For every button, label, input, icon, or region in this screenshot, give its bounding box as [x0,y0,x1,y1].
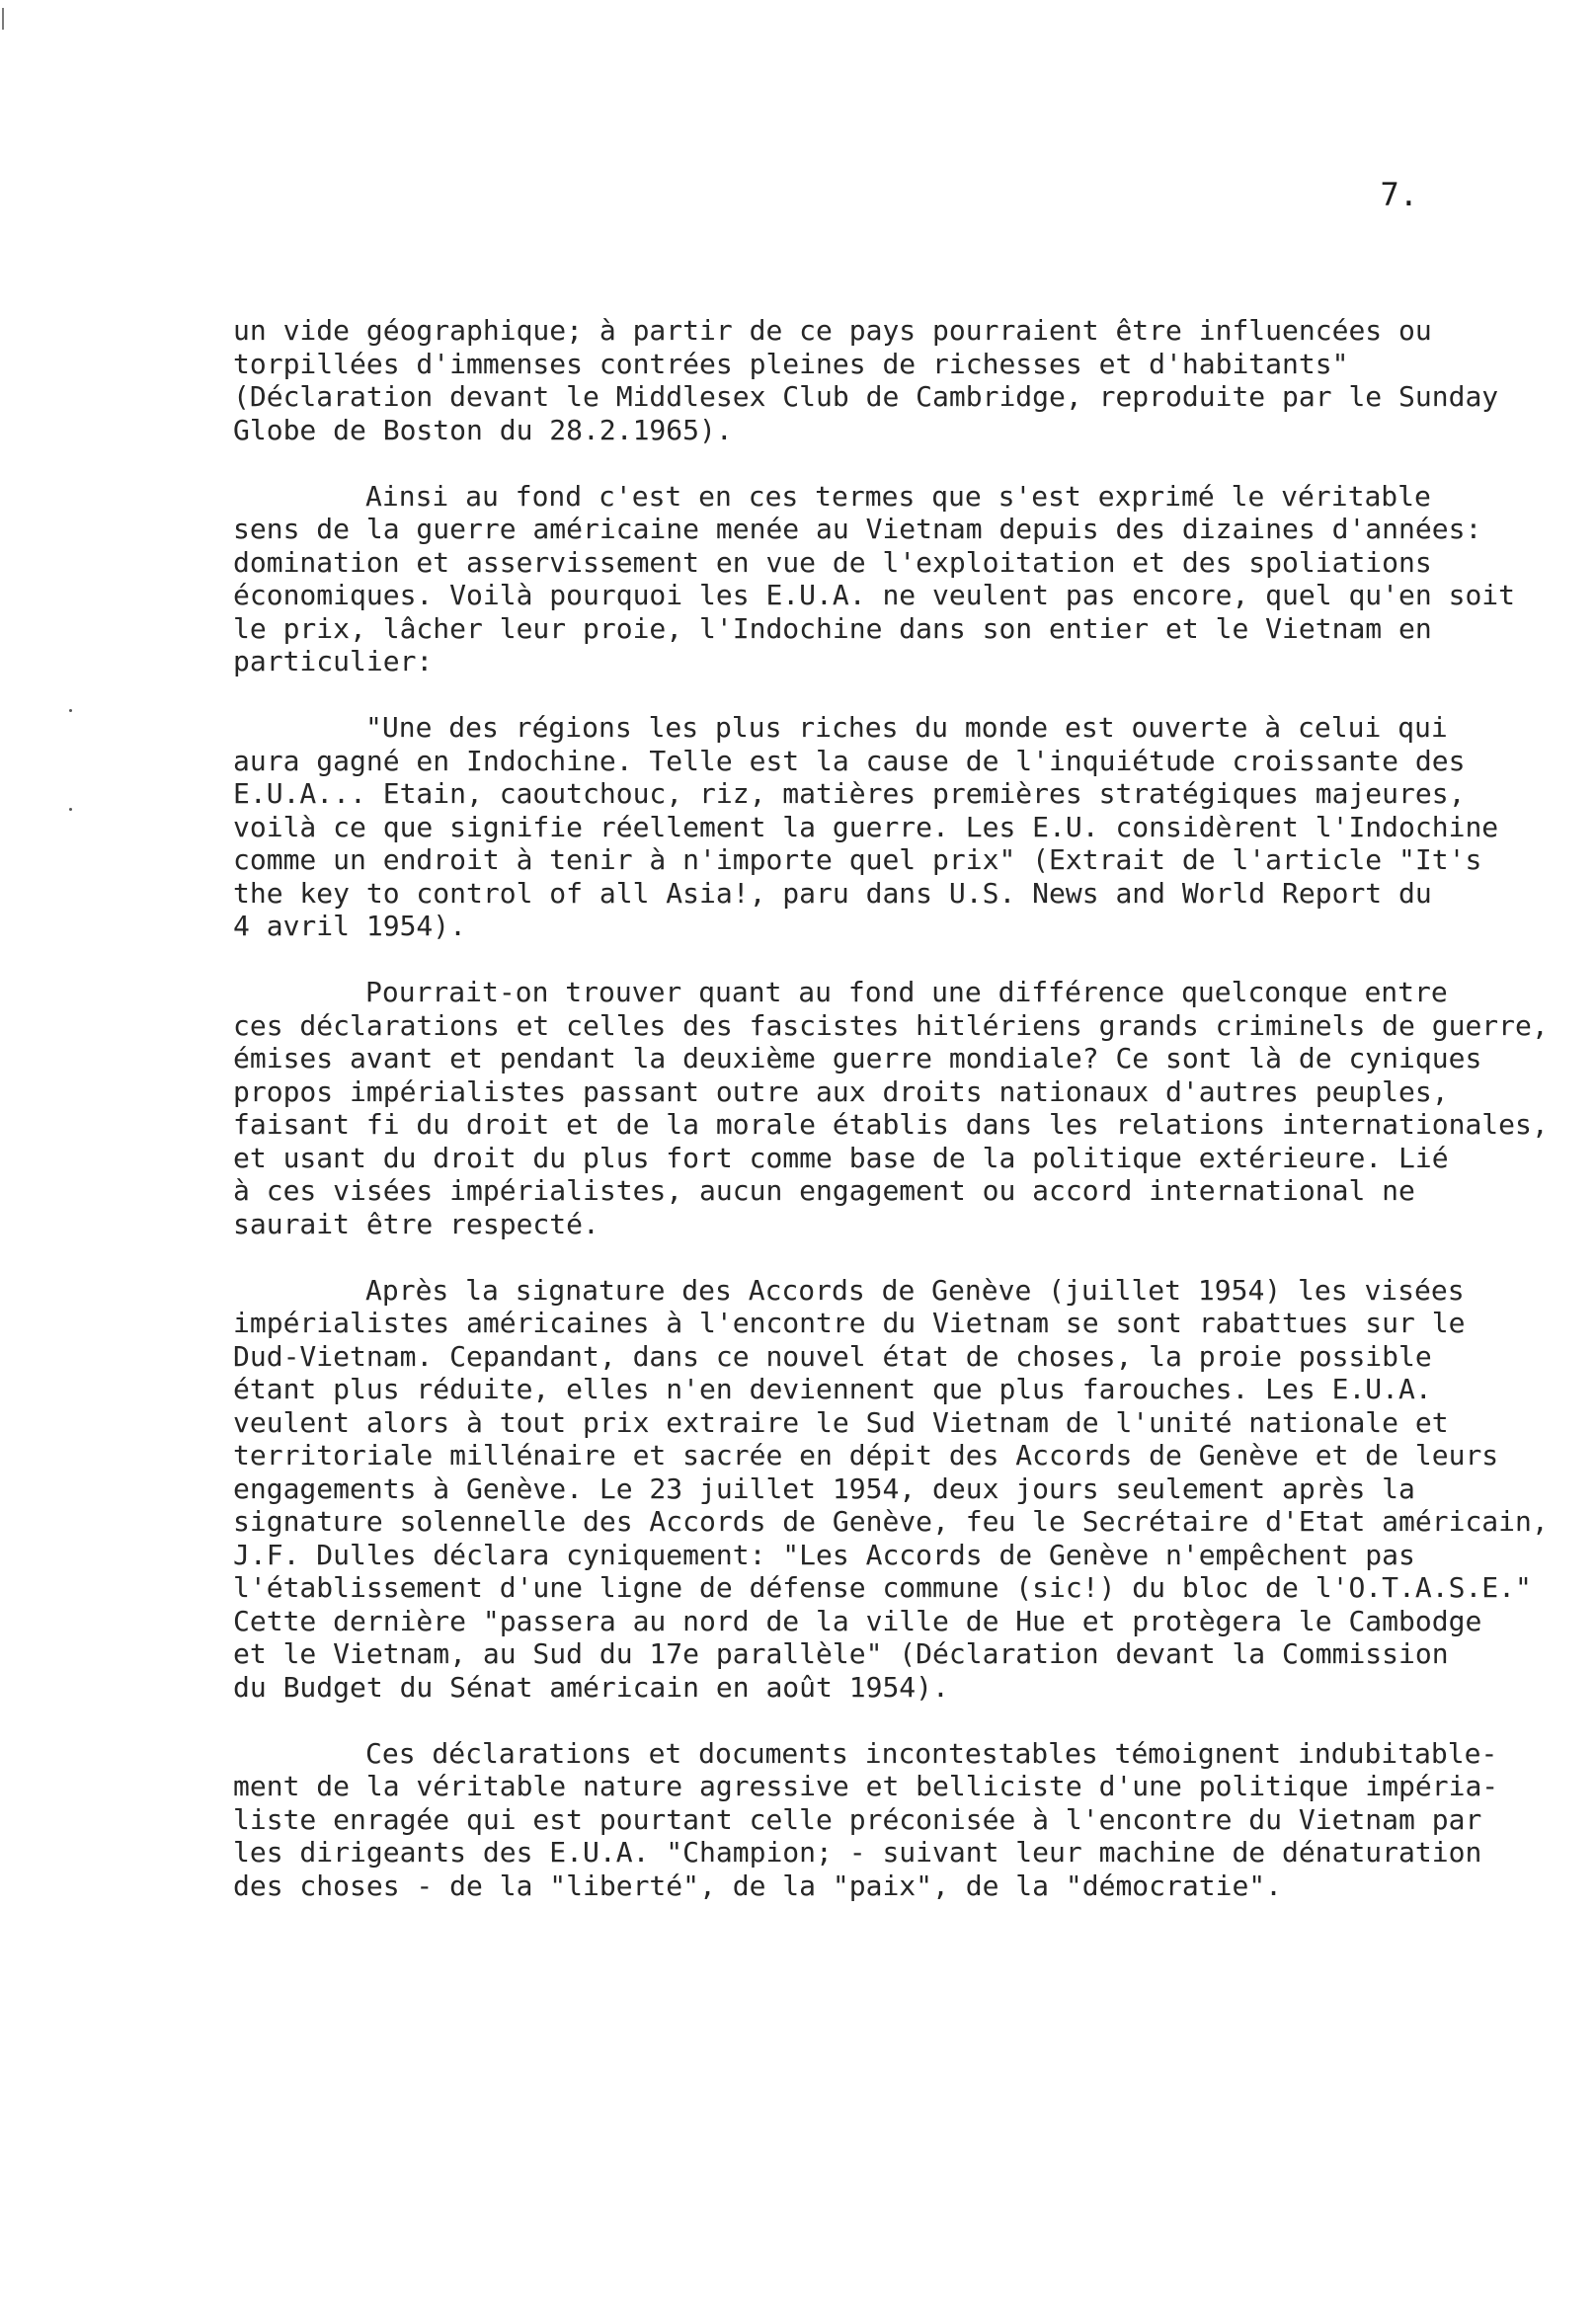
text-line: à ces visées impérialistes, aucun engagement ou accord international ne [233,1174,1415,1207]
text-line: comme un endroit à tenir à n'importe quel prix" (Extrait de l'article "It's [233,843,1482,876]
text-line: voilà ce que signifie réellement la guerre. Les E.U. considèrent l'Indochine [233,810,1499,843]
text-line: ces déclarations et celles des fascistes hitlériens grands criminels de guerre, [233,1008,1549,1042]
text-line: des choses - de la "liberté", de la "paix", de la "démocratie". [233,1869,1283,1902]
text-line: Pourrait-on trouver quant au fond une différence quelconque entre [365,976,1448,1008]
text-line: le prix, lâcher leur proie, l'Indochine dans son entier et le Vietnam en [233,611,1432,645]
scan-dot [69,709,72,712]
paragraph [233,1737,1556,1903]
text-line: particulier: [233,645,434,677]
text-line: territoriale millénaire et sacrée en dépit des Accords de Genève et de leurs [233,1439,1499,1472]
text-line: "Une des régions les plus riches du monde est ouverte à celui qui [365,711,1448,744]
text-line: Dud-Vietnam. Cepandant, dans ce nouvel état de choses, la proie possible [233,1339,1432,1373]
text-line: Cette dernière "passera au nord de la ville de Hue et protègera le Cambodge [233,1604,1482,1637]
text-line: Ces déclarations et documents incontestables témoignent indubitable- [365,1736,1498,1770]
text-line: et le Vietnam, au Sud du 17e parallèle" (Déclaration devant la Commission [233,1637,1449,1670]
text-line: (Déclaration devant le Middlesex Club de Cambridge, reproduite par le Sunday [233,380,1499,413]
scan-edge-mark [2,8,4,30]
text-line: ment de la véritable nature agressive et belliciste d'une politique impéria- [233,1770,1499,1802]
paragraph [233,711,1556,943]
paragraph [233,314,1556,446]
paragraph [233,976,1556,1240]
text-line: économiques. Voilà pourquoi les E.U.A. ne veulent pas encore, quel qu'en soit [233,579,1516,611]
text-line: faisant fi du droit et de la morale établis dans les relations internationales, [233,1108,1549,1141]
paragraph [233,1274,1556,1705]
text-line: liste enragée qui est pourtant celle préconisée à l'encontre du Vietnam par [233,1802,1482,1836]
text-line: J.F. Dulles déclara cyniquement: "Les Accords de Genève n'empêchent pas [233,1538,1415,1571]
body-text [233,314,1556,1936]
text-line: l'établissement d'une ligne de défense commune (sic!) du bloc de l'O.T.A.S.E." [233,1571,1532,1604]
text-line: étant plus réduite, elles n'en deviennent que plus farouches. Les E.U.A. [233,1373,1432,1405]
text-line: et usant du droit du plus fort comme base de la politique extérieure. Lié [233,1141,1449,1174]
text-line: engagements à Genève. Le 23 juillet 1954, deux jours seulement après la [233,1472,1415,1505]
text-line: un vide géographique; à partir de ce pays pourraient être influencées ou [233,314,1432,347]
paragraph [233,480,1556,678]
text-line: Ainsi au fond c'est en ces termes que s'est exprimé le véritable [365,479,1431,513]
text-line: impérialistes américaines à l'encontre du Vietnam se sont rabattues sur le [233,1307,1466,1339]
text-line: the key to control of all Asia!, paru dans U.S. News and World Report du [233,876,1432,910]
text-line: émises avant et pendant la deuxième guerre mondiale? Ce sont là de cyniques [233,1042,1482,1074]
text-line: 4 avril 1954). [233,910,467,942]
text-line: Après la signature des Accords de Genève (juillet 1954) les visées [365,1273,1465,1307]
text-line: signature solennelle des Accords de Genève, feu le Secrétaire d'Etat américain, [233,1505,1549,1538]
text-line: aura gagné en Indochine. Telle est la cause de l'inquiétude croissante des [233,744,1466,777]
scan-dot [69,808,72,811]
text-line: du Budget du Sénat américain en août 1954). [233,1670,949,1704]
page-number: 7. [1380,176,1418,213]
text-line: sens de la guerre américaine menée au Vietnam depuis des dizaines d'années: [233,513,1482,545]
text-line: Globe de Boston du 28.2.1965). [233,413,733,446]
text-line: torpillées d'immenses contrées pleines de richesses et d'habitants" [233,347,1349,380]
text-line: propos impérialistes passant outre aux droits nationaux d'autres peuples, [233,1074,1449,1108]
text-line: veulent alors à tout prix extraire le Sud Vietnam de l'unité nationale et [233,1405,1449,1439]
text-line: saurait être respecté. [233,1207,599,1240]
text-line: les dirigeants des E.U.A. "Champion; - suivant leur machine de dénaturation [233,1836,1482,1869]
text-line: E.U.A... Etain, caoutchouc, riz, matières premières stratégiques majeures, [233,777,1466,810]
text-line: domination et asservissement en vue de l'exploitation et des spoliations [233,545,1432,579]
